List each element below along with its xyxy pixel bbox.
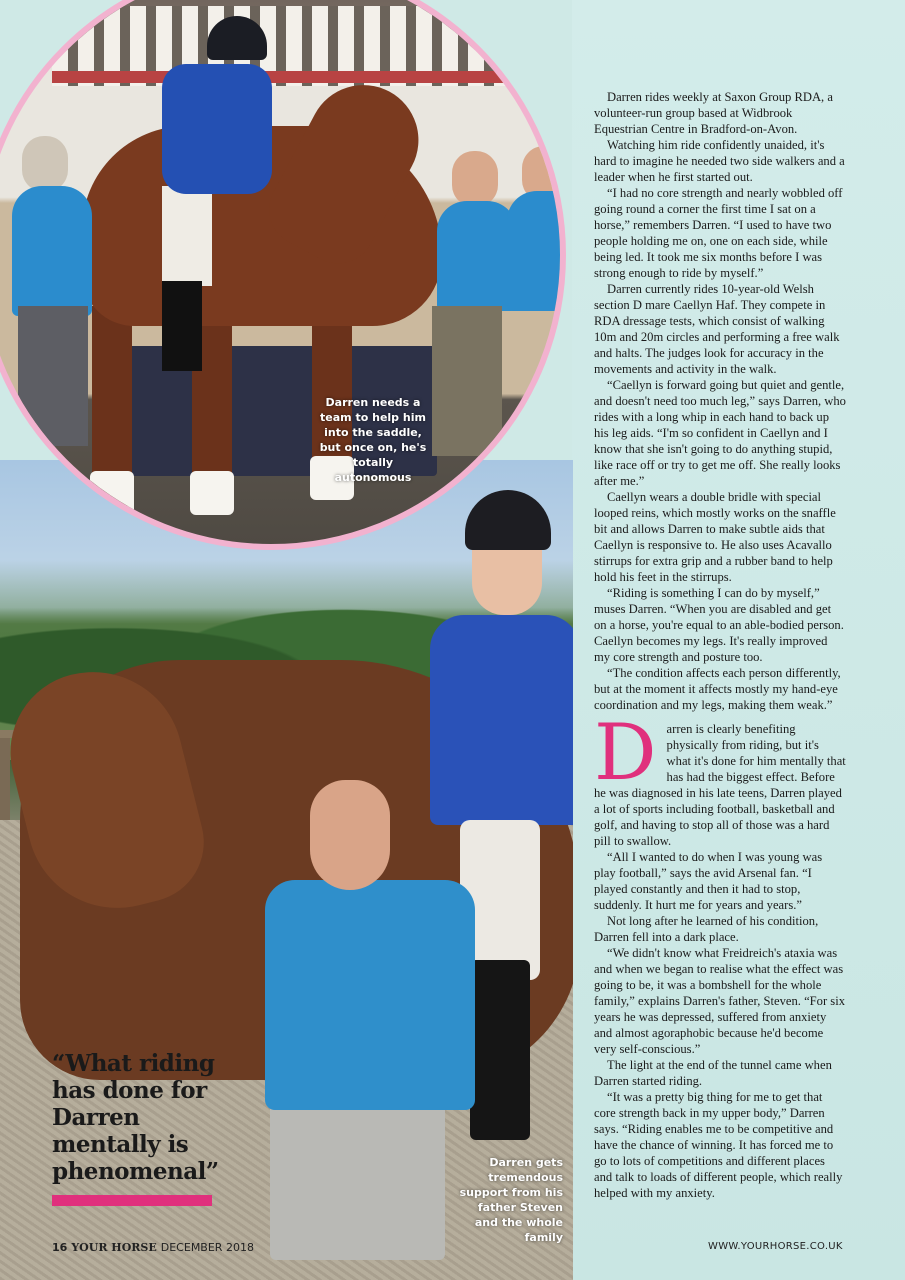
pull-quote: “What riding has done for Darren mentally is phenomenal”	[52, 1050, 219, 1185]
article-dropcap-paragraph	[594, 708, 846, 849]
magazine-name: YOUR HORSE	[71, 1241, 157, 1254]
helper-right	[437, 201, 517, 311]
article-paragraph: “We didn't know what Freidreich's ataxia was and when we began to realise what the effect was going to be, it was a bombshell for the whole family,” explains Darren's father, Steven. “For six years he was depressed, suffered from anxiety and almost agoraphobic because he'd become very self-conscious.”	[594, 946, 845, 1056]
rider-face	[472, 540, 542, 615]
helper-right-legs	[432, 306, 502, 456]
rider-jumper	[162, 64, 272, 194]
article-paragraph: Caellyn wears a double bridle with special looped reins, which mostly works on the snaffle bit and allows Darren to make subtle aids that Caellyn is responsive to. He also uses Acavallo stirrups for extra grip and a rubber band to help hold his feet in the stirrups.	[594, 490, 836, 584]
rider-boot	[470, 960, 530, 1140]
article-paragraph: “The condition affects each person differently, but at the moment it affects mostly my hand-eye coordination and my legs, making them weak.”	[594, 666, 841, 712]
article-paragraph: “It was a pretty big thing for me to get that core strength back in my upper body,” Darren says. “Riding enables me to be competitive and have the chance of winning. It has forced me to go to lots of competitions and different places and talk to loads of different people, which really helped with my anxiety.	[594, 1090, 843, 1200]
issue-date: DECEMBER 2018	[160, 1241, 254, 1254]
photo-rider-mounted	[152, 16, 282, 346]
article-paragraph: “I had no core strength and nearly wobbled off going round a corner the first time I sat on a horse,” remembers Darren. “I used to have two people holding me on, one on each side, while being led. It took me six months before I was strong enough to ride by myself.”	[594, 186, 843, 280]
helper-left	[12, 186, 92, 316]
caption-top-photo: Darren needs a team to help him into the saddle, but once on, he's totally autonomous	[319, 396, 427, 484]
page-folio	[52, 1241, 254, 1254]
rider-helmet	[207, 16, 267, 60]
father-head	[310, 780, 390, 890]
caption-bottom-photo: Darren gets tremendous support from his father Steven and the whole family	[459, 1156, 563, 1244]
photo-father	[265, 780, 475, 1280]
rider-jodhpurs	[162, 186, 212, 286]
helper-far-right	[507, 191, 566, 311]
helper-left-legs	[18, 306, 88, 446]
father-shorts	[270, 1090, 445, 1260]
horse-white-sock	[90, 471, 134, 515]
drop-cap-letter: D	[594, 708, 657, 798]
horse-white-sock	[190, 471, 234, 515]
father-polo-shirt	[265, 880, 475, 1110]
article-paragraph: Darren currently rides 10-year-old Welsh section D mare Caellyn Haf. They compete in RDA dressage tests, which consist of walking 10m and 20m circles and performing a free walk and halts. The judges look for accuracy in the movements and activity in the walk.	[594, 282, 840, 376]
article-paragraph: “All I wanted to do when I was young was play football,” says the avid Arsenal fan. “I played constantly and then it had to stop, suddenly. It hurt me for years and years.”	[594, 850, 823, 912]
helper-head	[22, 136, 68, 192]
article-paragraph: Not long after he learned of his condition, Darren fell into a dark place.	[594, 914, 819, 944]
page-number: 16	[52, 1241, 68, 1254]
rider-helmet	[465, 490, 551, 550]
article-paragraph: Darren rides weekly at Saxon Group RDA, a volunteer-run group based at Widbrook Equestrian Centre in Bradford-on-Avon.	[594, 90, 833, 136]
article-paragraph: “Caellyn is forward going but quiet and gentle, and doesn't need too much leg,” says Darren, who rides with a long whip in each hand to back up his leg aids. “I'm so confident in Caellyn and I know that she isn't going to do anything stupid, like race off or try to get me off. She really looks after me.”	[594, 378, 846, 488]
dropcap-paragraph-text: arren is clearly benefiting physically from riding, but it's what it's done for him mentally that has had the biggest effect. Before he was diagnosed in his late teens, Darren played a lot of sports including football, basketball and golf, and having to stop all of those was a hard pill to swallow.	[594, 722, 846, 848]
rider-boot	[162, 281, 202, 371]
article-paragraph: Watching him ride confidently unaided, it's hard to imagine he needed two side walkers and a leader when he first started out.	[594, 138, 845, 184]
photo-barn-beam	[52, 71, 512, 83]
article-paragraph: The light at the end of the tunnel came when Darren started riding.	[594, 1058, 832, 1088]
website-url: WWW.YOURHORSE.CO.UK	[708, 1241, 843, 1252]
article-body	[594, 89, 846, 1201]
article-paragraph: “Riding is something I can do by myself,” muses Darren. “When you are disabled and get on a horse, you're equal to an able-bodied person. Caellyn becomes my legs. It's really improved my core strength and posture too.	[594, 586, 844, 664]
pull-quote-underline	[52, 1195, 212, 1206]
helper-head	[452, 151, 498, 207]
